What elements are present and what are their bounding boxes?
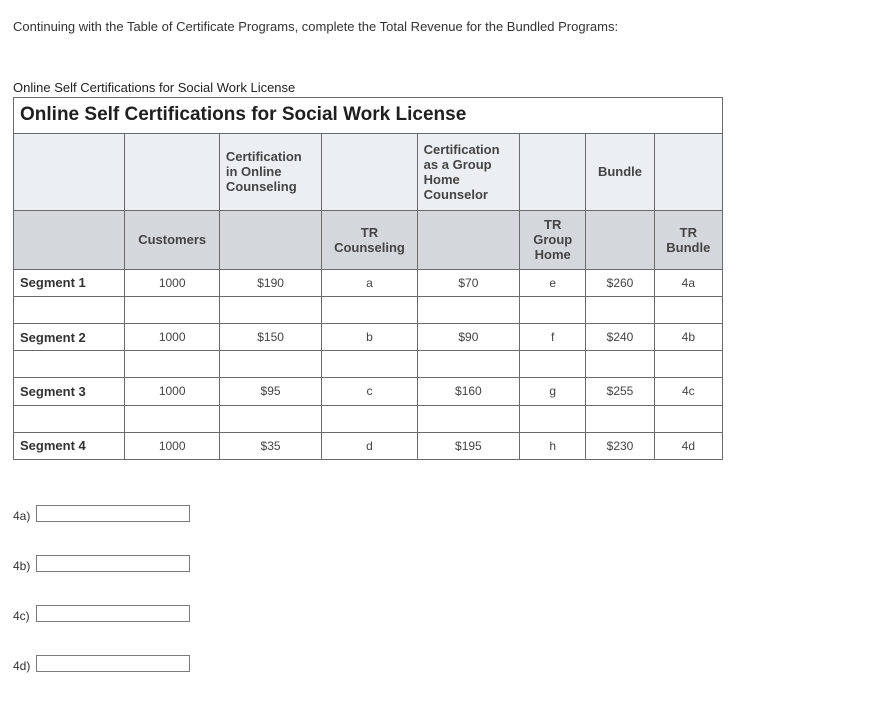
customers-cell: 1000 — [125, 378, 219, 405]
header-group-home: Certification as a Group Home Counselor — [417, 133, 519, 210]
header-cell — [219, 210, 321, 269]
segment-name: Segment 1 — [14, 269, 125, 296]
header-cell — [125, 133, 219, 210]
tr-counseling-cell: b — [322, 323, 417, 350]
answer-label: 4c) — [13, 609, 30, 623]
header-row-2 — [14, 210, 723, 269]
segment-name: Segment 3 — [14, 378, 125, 405]
header-cell — [586, 210, 654, 269]
tr-counseling-cell: d — [322, 432, 417, 459]
header-online-counseling: Certification in Online Counseling — [219, 133, 321, 210]
answer-4c-input[interactable] — [36, 605, 190, 622]
bundle-cell: $255 — [586, 378, 654, 405]
online-cell: $150 — [219, 323, 321, 350]
online-cell: $190 — [219, 269, 321, 296]
tr-group-cell: f — [520, 323, 586, 350]
table-caption: Online Self Certifications for Social Work License — [13, 80, 296, 95]
tr-group-cell: h — [520, 432, 586, 459]
customers-cell: 1000 — [125, 432, 219, 459]
answer-4b-input[interactable] — [36, 555, 190, 572]
header-tr-counseling: TR Counseling — [322, 210, 417, 269]
table-row — [14, 378, 723, 405]
segment-name: Segment 2 — [14, 323, 125, 350]
tr-bundle-cell: 4a — [654, 269, 722, 296]
header-cell — [322, 133, 417, 210]
header-cell — [654, 133, 722, 210]
group-cell: $70 — [417, 269, 519, 296]
tr-bundle-cell: 4c — [654, 378, 722, 405]
certification-table — [13, 97, 723, 460]
tr-counseling-cell: c — [322, 378, 417, 405]
answer-4b — [13, 559, 35, 573]
tr-group-cell: e — [520, 269, 586, 296]
answer-4a-input[interactable] — [36, 505, 190, 522]
table-row — [14, 269, 723, 296]
header-tr-bundle: TR Bundle — [654, 210, 722, 269]
group-cell: $90 — [417, 323, 519, 350]
answer-4d — [13, 659, 35, 673]
bundle-cell: $230 — [586, 432, 654, 459]
answer-4c — [13, 609, 35, 623]
group-cell: $195 — [417, 432, 519, 459]
answer-4d-input[interactable] — [36, 655, 190, 672]
tr-group-cell: g — [520, 378, 586, 405]
header-cell — [14, 210, 125, 269]
tr-counseling-cell: a — [322, 269, 417, 296]
bundle-cell: $240 — [586, 323, 654, 350]
tr-bundle-cell: 4d — [654, 432, 722, 459]
spacer-row — [14, 405, 723, 432]
segment-name: Segment 4 — [14, 432, 125, 459]
header-row-1 — [14, 133, 723, 210]
table-row — [14, 432, 723, 459]
header-tr-group-home: TR Group Home — [520, 210, 586, 269]
spacer-row — [14, 296, 723, 323]
table-title: Online Self Certifications for Social Work License — [14, 98, 723, 134]
header-customers: Customers — [125, 210, 219, 269]
customers-cell: 1000 — [125, 323, 219, 350]
instruction-text: Continuing with the Table of Certificate Programs, complete the Total Revenue for the Bundled Programs: — [13, 19, 619, 34]
answer-label: 4b) — [13, 559, 31, 573]
customers-cell: 1000 — [125, 269, 219, 296]
answer-4a — [13, 509, 35, 523]
answer-label: 4a) — [13, 509, 31, 523]
online-cell: $95 — [219, 378, 321, 405]
group-cell: $160 — [417, 378, 519, 405]
spacer-row — [14, 351, 723, 378]
table-row — [14, 323, 723, 350]
online-cell: $35 — [219, 432, 321, 459]
tr-bundle-cell: 4b — [654, 323, 722, 350]
bundle-cell: $260 — [586, 269, 654, 296]
header-cell — [417, 210, 519, 269]
header-bundle: Bundle — [586, 133, 654, 210]
header-cell — [14, 133, 125, 210]
header-cell — [520, 133, 586, 210]
answer-label: 4d) — [13, 659, 31, 673]
